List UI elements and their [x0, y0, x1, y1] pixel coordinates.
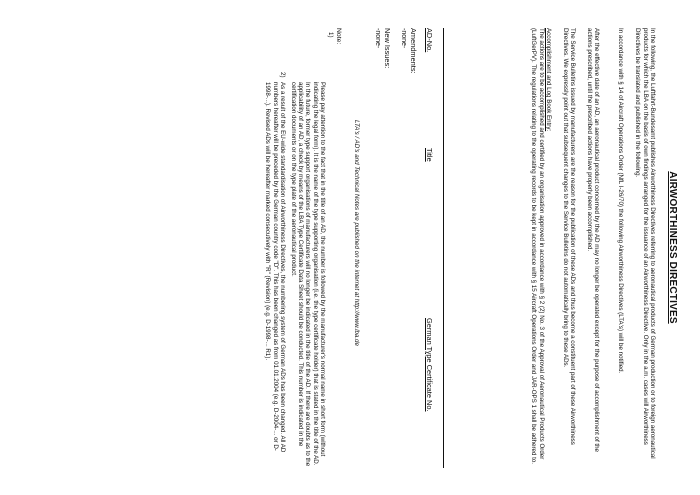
header-ad-no: AD-No. — [425, 28, 434, 53]
intro-paragraph: In the following, the Luftfahrt-Bundesamt publishes Airworthiness Directives referring to aeronautical products of German production or to foreign aeronautical products for which the LBA on the basis of own findings arranged for the issuance of an Airworthiness Directive. Only in the a.m. cases will Airworthiness Directives be translated and published in the following. — [634, 28, 656, 459]
amendments-value: -none- — [400, 28, 407, 49]
accomplishment-section — [530, 28, 552, 468]
accomplishment-heading: Accomplishment and Log Book Entry: — [545, 28, 552, 132]
header-title: Title — [425, 148, 434, 162]
header-certificate: German Type Certificate No. — [425, 318, 434, 412]
note-1-text: Please pay attention to the fact that in the title of an AD, the number is followed by the manufacturer's normal name in short form (without indicating the legal form). It is the name of the type supporting organisation (i.e. the type certificate holder) that is stated in the title of the AD. In the future, former type support organisations of manufacturers will no longer be indicated in the title of the AD. If there are doubts as to the applicability of an AD, a check by means of the LBA Type Certificate Data Sheet should be conducted. This number is indicated in the certification documents or on the type plate of the aeronautical product. — [289, 82, 326, 467]
notification-paragraph: In accordance with § 14 of Aircraft Operations Order (NfL I-26/70) the following Airworthiness Directives (LTA's) will be notified. — [617, 28, 624, 374]
service-bulletins-paragraph: The Service Bulletins issued by manufacturers are the reason for the publication of these ADs and thus become a constituent part of these Airworthiness Directives. We expressly point out that subsequent changes to the Service Bulletins do not automatically bring to these ADs. — [561, 28, 576, 445]
note-1-number: 1) — [327, 32, 334, 38]
accomplishment-text: The actions are to be accomplished and certified by an organisation approved in accordance with § 2 (2) No. 3 of the Approval of Aeronautical Products Order (LuftGerPV). The regulations relating to the operating records to be kept in accordance with § 15 Aircraft Operations Order and JAR-OPS 1 shall be adhered to. — [530, 28, 545, 464]
document-title: AIRWORTHINESS DIRECTIVES — [667, 171, 678, 324]
top-divider — [443, 28, 444, 468]
note-2-text: As a result of the EU-wide standardisation of Airworthiness Directives, the numbering system of German ADs has been changed. All AD numbers hereafter will be preceded by the German country code "D". This has been changed as from 01.01.2004 (e.g. D-2004-... or D-1998-...). Revised ADs will be hereafter marked consecutively with "R" (Revision) (e.g. D-1998-... R1). — [264, 82, 286, 453]
effective-date-paragraph: After the effective date of an AD, an aeronautical product concerned by the AD may no longer be operated except for the purpose of accomplishment of the actions prescribed, until the prescribed actions have properly been accomplished. — [585, 28, 600, 452]
publish-line: LTA's / AD's and Technical Notes are published on the internet at http://www.lba.de — [353, 120, 360, 346]
new-issues-value: -none- — [374, 28, 381, 49]
new-issues-label: New Issues: — [383, 28, 392, 69]
note-label: Note: — [335, 28, 342, 45]
amendments-label: Amendments: — [409, 28, 418, 74]
note-2-number: 2) — [279, 72, 286, 78]
